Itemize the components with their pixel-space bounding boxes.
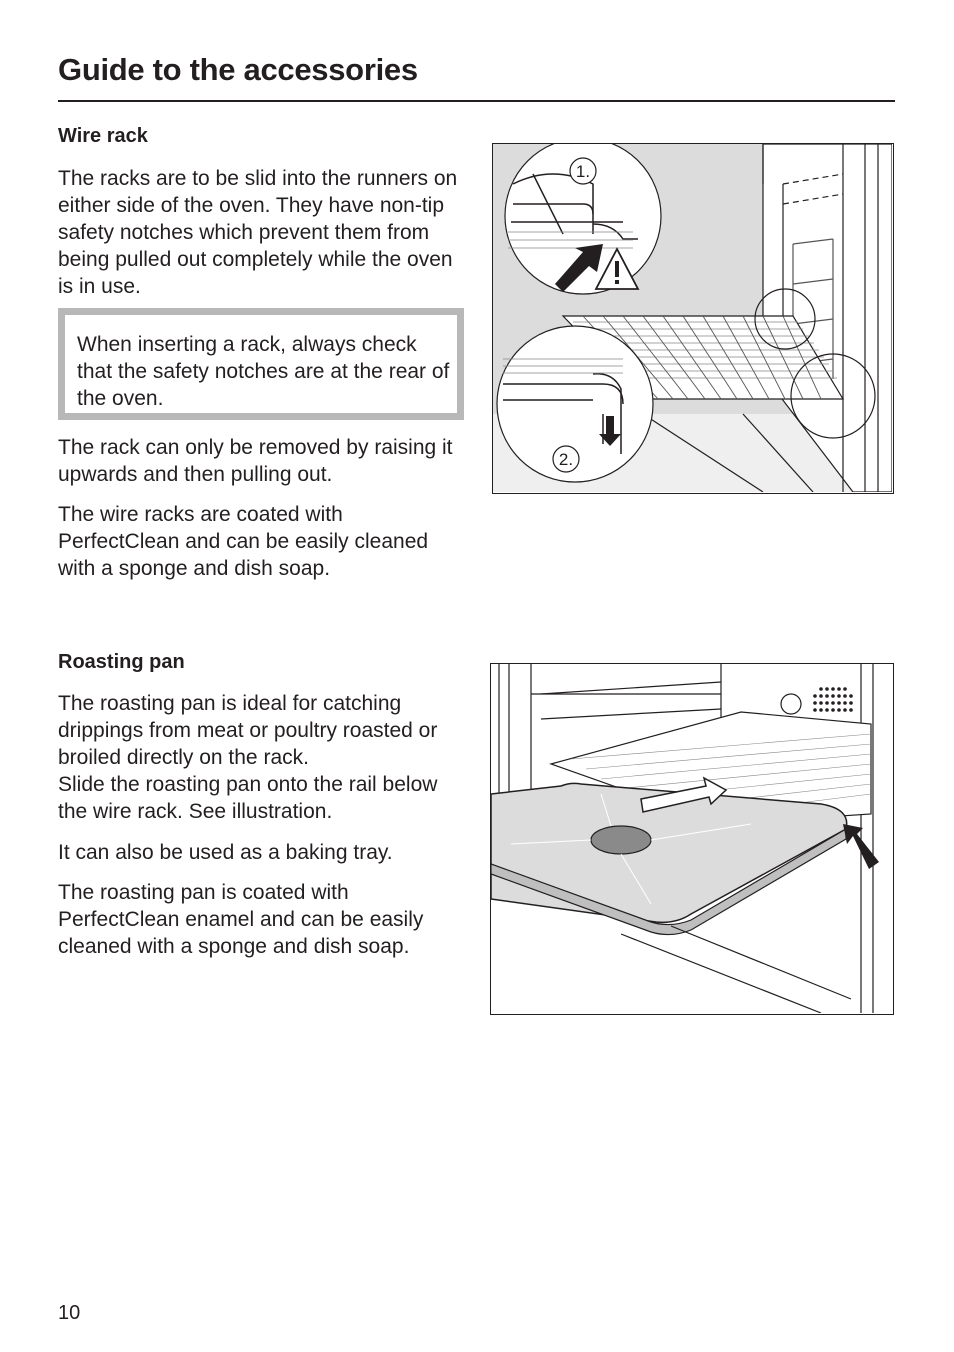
step-1-label: 1. xyxy=(575,162,591,181)
page-title: Guide to the accessories xyxy=(58,52,418,87)
safety-note-text: When inserting a rack, always check that the safety notches are at the rear of the oven. xyxy=(77,333,450,410)
wire-rack-para1 xyxy=(58,165,468,300)
wire-rack-heading: Wire rack xyxy=(58,125,148,147)
wire-rack-illustration xyxy=(492,143,894,494)
wire-rack-para3-text: The wire racks are coated with PerfectClean and can be easily cleaned with a sponge and dish soap. xyxy=(58,503,429,580)
roasting-pan-illustration xyxy=(490,663,894,1015)
wire-rack-para2-text: The rack can only be removed by raising it upwards and then pulling out. xyxy=(58,436,453,486)
roasting-pan-para1-text: The roasting pan is ideal for catching drippings from meat or poultry roasted or broiled directly on the rack. xyxy=(58,692,438,769)
safety-note-box xyxy=(58,308,464,420)
wire-rack-para1-text: The racks are to be slid into the runners on either side of the oven. They have non-tip safety notches which prevent them from being pulled out completely while the oven is in use. xyxy=(58,167,458,298)
title-rule xyxy=(58,100,895,102)
roasting-pan-para2-text: It can also be used as a baking tray. xyxy=(58,841,393,864)
roasting-pan-para3-text: The roasting pan is coated with PerfectClean enamel and can be easily cleaned with a sponge and dish soap. xyxy=(58,881,424,958)
page-number: 10 xyxy=(58,1302,81,1324)
roasting-pan-para3 xyxy=(58,879,468,960)
wire-rack-para2 xyxy=(58,434,468,488)
roasting-pan-heading: Roasting pan xyxy=(58,651,185,673)
step-2-label: 2. xyxy=(558,450,574,469)
roasting-pan-para1 xyxy=(58,690,468,825)
roasting-pan-para1b-text: Slide the roasting pan onto the rail below the wire rack. See illustration. xyxy=(58,773,438,823)
wire-rack-para3 xyxy=(58,501,468,582)
roasting-pan-para2 xyxy=(58,839,468,866)
